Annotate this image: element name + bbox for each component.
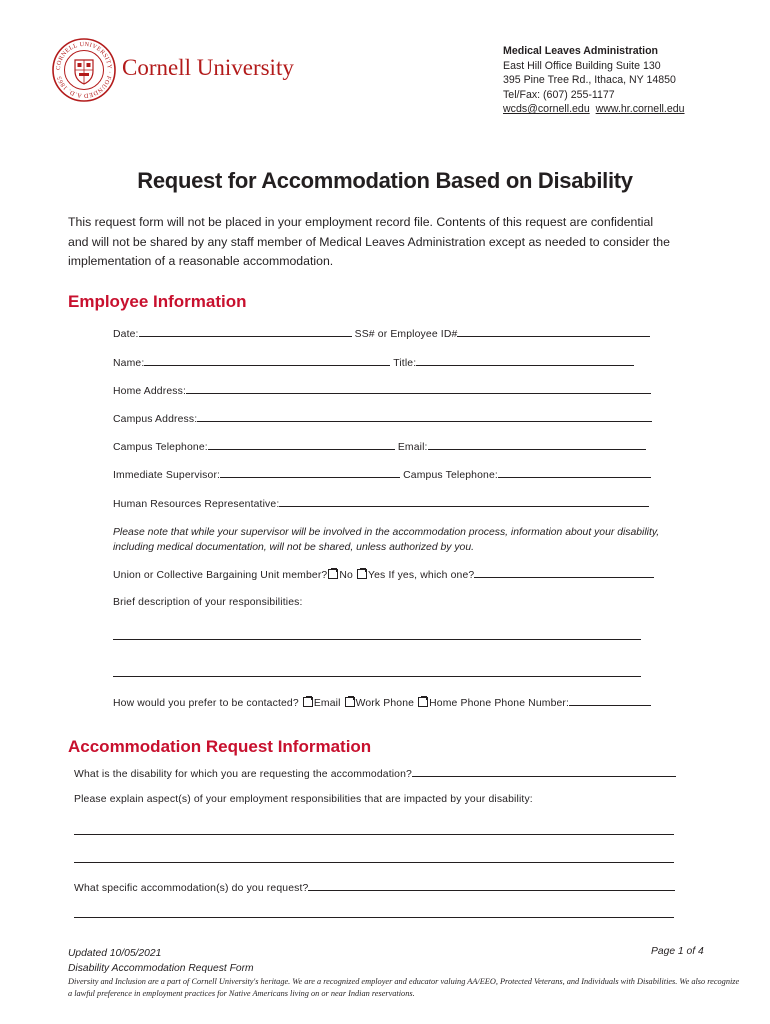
date-field[interactable] — [139, 326, 352, 337]
supervisor-phone-label: Campus Telephone: — [403, 470, 498, 481]
accommodation-info-heading: Accommodation Request Information — [68, 737, 372, 756]
specific-accommodation-field[interactable] — [308, 880, 675, 891]
specific-accommodation-row — [74, 880, 675, 894]
contact-email-label: Email — [313, 698, 341, 709]
university-wordmark: Cornell University — [122, 55, 294, 80]
office-address-block — [503, 44, 685, 117]
form-name: Disability Accommodation Request Form — [68, 963, 254, 974]
responsibilities-line-1[interactable] — [113, 639, 641, 640]
contact-home-phone-checkbox[interactable] — [418, 697, 428, 707]
hr-rep-row — [113, 496, 649, 510]
email-field[interactable] — [428, 439, 646, 450]
contact-email-checkbox[interactable] — [303, 697, 313, 707]
supervisor-field[interactable] — [220, 467, 400, 478]
phone-fax: Tel/Fax: (607) 255-1177 — [503, 88, 615, 101]
page-number: Page 1 of 4 — [651, 946, 704, 957]
contact-home-phone-label: Home Phone — [429, 698, 492, 709]
union-yes-label: Yes — [368, 570, 386, 581]
supervisor-phone-field[interactable] — [498, 467, 651, 478]
title-label: Title: — [393, 358, 417, 369]
union-yes-checkbox[interactable] — [357, 569, 367, 579]
campus-address-row — [113, 411, 652, 425]
ss-label: SS# or Employee ID# — [354, 329, 458, 340]
name-label: Name: — [113, 358, 145, 369]
union-label: Union or Collective Bargaining Unit member? — [113, 570, 328, 581]
confidentiality-note — [113, 525, 659, 555]
name-row — [113, 355, 634, 369]
union-which-label: If yes, which one? — [388, 570, 475, 581]
address-line-2: 395 Pine Tree Rd., Ithaca, NY 14850 — [503, 74, 676, 87]
note-line: including medical documentation, will not be shared, unless authorized by you. — [113, 542, 474, 553]
office-name: Medical Leaves Administration — [503, 45, 659, 57]
home-address-row — [113, 383, 651, 397]
email-label: Email: — [397, 442, 428, 453]
updated-date: Updated 10/05/2021 — [68, 948, 162, 959]
date-label: Date: — [113, 329, 139, 340]
specific-question: What specific accommodation(s) do you request? — [74, 883, 309, 894]
phone-number-label: Phone Number: — [494, 698, 570, 709]
cornell-seal-logo — [52, 38, 116, 102]
footer-left — [68, 946, 254, 976]
union-no-label: No — [339, 570, 353, 581]
title-field[interactable] — [416, 355, 634, 366]
form-title: Request for Accommodation Based on Disability — [137, 168, 633, 193]
name-field[interactable] — [144, 355, 390, 366]
employee-info-heading: Employee Information — [68, 292, 247, 311]
hr-rep-field[interactable] — [279, 496, 649, 507]
home-address-field[interactable] — [186, 383, 651, 394]
responsibilities-line-2[interactable] — [113, 676, 641, 677]
contact-work-phone-label: Work Phone — [355, 698, 415, 709]
campus-address-field[interactable] — [197, 411, 652, 422]
office-email-link[interactable]: wcds@cornell.edu — [503, 103, 590, 116]
address-line-1: East Hill Office Building Suite 130 — [503, 59, 661, 72]
contact-row — [113, 695, 651, 709]
supervisor-label: Immediate Supervisor: — [113, 470, 221, 481]
campus-phone-label: Campus Telephone: — [113, 442, 208, 453]
supervisor-row — [113, 467, 651, 481]
intro-line: and will not be shared by any staff member of Medical Leaves Administration except as needed to consider the — [68, 234, 670, 249]
intro-line: This request form will not be placed in your employment record file. Contents of this request are confidential — [68, 215, 654, 229]
date-row — [113, 326, 650, 340]
union-which-field[interactable] — [474, 567, 654, 578]
home-address-label: Home Address: — [113, 386, 186, 397]
intro-paragraph — [68, 213, 708, 272]
seal-ring-text: CORNELL UNIVERSITY · FOUNDED A.D. 1865 — [54, 40, 114, 100]
disability-field[interactable] — [412, 766, 676, 777]
specific-line-2[interactable] — [74, 917, 674, 918]
explain-question: Please explain aspect(s) of your employment responsibilities that are impacted by your disability: — [74, 794, 533, 805]
union-no-checkbox[interactable] — [328, 569, 338, 579]
explain-line-1[interactable] — [74, 834, 674, 835]
phone-number-field[interactable] — [569, 695, 651, 706]
note-line: Please note that while your supervisor will be involved in the accommodation process, information about your disability, — [113, 527, 660, 538]
union-row — [113, 567, 654, 581]
campus-phone-row — [113, 439, 646, 453]
disability-question: What is the disability for which you are requesting the accommodation? — [74, 769, 412, 780]
ss-employee-id-field[interactable] — [457, 326, 650, 337]
campus-address-label: Campus Address: — [113, 414, 198, 425]
hr-rep-label: Human Resources Representative: — [113, 499, 280, 510]
website-link[interactable]: www.hr.cornell.edu — [595, 103, 685, 116]
responsibilities-label: Brief description of your responsibilities: — [113, 597, 303, 608]
contact-label: How would you prefer to be contacted? — [113, 698, 299, 709]
campus-phone-field[interactable] — [208, 439, 395, 450]
explain-line-2[interactable] — [74, 862, 674, 863]
disability-question-row — [74, 766, 676, 780]
intro-line: implementation of a reasonable accommodation. — [68, 254, 334, 268]
contact-work-phone-checkbox[interactable] — [345, 697, 355, 707]
diversity-disclaimer: Diversity and Inclusion are a part of Cornell University's heritage. We are a recognized employer and educator valuing AA/EEO, Protected Veterans, and Individuals with Disabilities. We also recognize a lawful preference in employment practices for Native Americans living on or near Indian reservations. — [68, 977, 740, 998]
